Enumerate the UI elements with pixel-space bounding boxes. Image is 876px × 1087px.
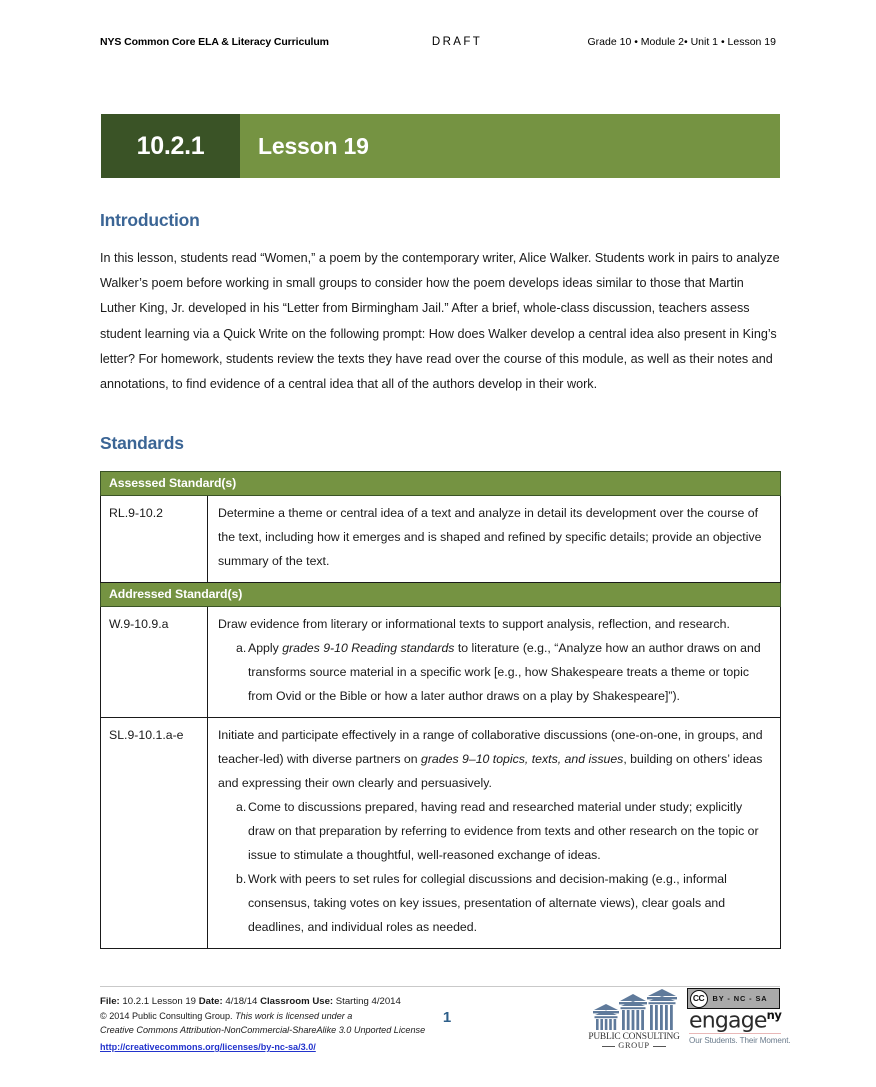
pcg-columns-icon — [588, 988, 680, 1032]
engageny-wordmark — [689, 1010, 782, 1032]
cc-icon-text: CC — [692, 993, 705, 1004]
standard-description-text: Determine a theme or central idea of a text and analyze in detail its development over the course of the text, including how it emerges and is shaped and refined by specific details; provide an objective summary of the text. — [218, 506, 762, 568]
assessed-standards-band — [101, 472, 781, 496]
standard-code: RL.9-10.2 — [101, 496, 208, 583]
standard-code: W.9-10.9.a — [101, 607, 208, 718]
banner-module-code — [101, 114, 240, 178]
description-pre: Initiate and participate effectively in a range of collaborative discussions (one-on-one, in groups, and teacher-led) with diverse partners on — [218, 728, 763, 766]
standard-code: SL.9-10.1.a-e — [101, 718, 208, 949]
footer-license-name: Creative Commons Attribution-NonCommercial-ShareAlike 3.0 Unported License — [100, 1025, 426, 1035]
page-number: 1 — [442, 1009, 452, 1026]
standard-description-text: Draw evidence from literary or informational texts to support analysis, reflection, and research. — [218, 617, 730, 631]
introduction-paragraph: In this lesson, students read “Women,” a poem by the contemporary writer, Alice Walker. Students work in pairs to analyze Walker’s poem before working in small groups to consider how the poem develops ideas similar to those that Martin Luther King, Jr. developed in his “Letter from Birmingham Jail.” After a brief, whole-class discussion, teachers assess student learning via a Quick Write on the following prompt: How does Walker develop a central idea also present in King’s letter? For homework, students review the texts they have read over the course of this module, as well as their notes and annotations, to find evidence of a central idea that all of the authors develop in their work. — [100, 251, 780, 392]
footer-file-value: 10.2.1 Lesson 19 — [122, 996, 197, 1007]
banner-lesson-title-text: Lesson 19 — [258, 132, 369, 159]
description-post: , building on others’ ideas and expressing their own clearly and persuasively. — [218, 752, 763, 790]
footer-license-lead: This work is licensed under a — [235, 1011, 353, 1021]
addressed-standards-band-label: Addressed Standard(s) — [101, 583, 781, 607]
description-italic: grades 9–10 topics, texts, and issues — [421, 752, 624, 766]
table-row — [101, 718, 781, 949]
standard-sub-list — [218, 636, 768, 708]
footer-classroom-label: Classroom Use: — [260, 996, 334, 1007]
standards-heading: Standards — [100, 433, 184, 453]
footer-date-value: 4/18/14 — [225, 996, 258, 1007]
standards-table — [100, 471, 781, 949]
footer-copyright-line — [100, 1009, 440, 1023]
grade-module-unit-lesson: Grade 10 • Module 2• Unit 1 • Lesson 19 — [587, 36, 776, 48]
draft-watermark: DRAFT — [431, 36, 483, 48]
engageny-logo — [687, 988, 791, 1050]
curriculum-title: NYS Common Core ELA & Literacy Curriculum — [100, 36, 329, 48]
footer-file-label: File: — [100, 996, 120, 1007]
list-item — [218, 867, 768, 939]
lesson-banner — [101, 114, 780, 178]
sub-item-text: Come to discussions prepared, having read and researched material under study; explicitly draw on that preparation by referring to evidence from texts and other research on the topic or issue to stimulate a thoughtful, well-reasoned exchange of ideas. — [248, 800, 759, 862]
list-item — [218, 795, 768, 867]
creative-commons-badge — [687, 988, 780, 1009]
standard-description — [208, 607, 781, 718]
footer-metadata — [100, 995, 440, 1055]
banner-lesson-title — [240, 114, 780, 178]
addressed-standards-band — [101, 583, 781, 607]
sub-item-marker: b. — [236, 872, 247, 886]
sub-item-text: Work with peers to set rules for collegial discussions and decision-making (e.g., informal consensus, taking votes on key issues, presentation of alternate views), clear goals and deadlines, and individual roles as needed. — [248, 872, 727, 934]
footer-divider — [100, 986, 780, 987]
footer-classroom-value: Starting 4/2014 — [335, 996, 401, 1007]
cc-icon — [690, 990, 708, 1008]
footer-date-label: Date: — [198, 996, 223, 1007]
footer-file-line — [100, 995, 440, 1009]
sub-item-marker: a. — [236, 800, 247, 814]
engageny-word: engage — [689, 1008, 767, 1034]
table-row — [101, 607, 781, 718]
pcg-logo-line2: GROUP — [588, 1041, 680, 1050]
engageny-tagline: Our Students. Their Moment. — [689, 1036, 791, 1045]
assessed-standards-band-label: Assessed Standard(s) — [101, 472, 781, 496]
standard-sub-list — [218, 795, 768, 939]
sub-item-text — [248, 636, 768, 708]
sub-item-pre: Apply — [248, 641, 283, 655]
cc-license-terms: BY - NC - SA — [712, 994, 768, 1003]
banner-module-code-text: 10.2.1 — [136, 131, 205, 160]
standard-description — [208, 496, 781, 583]
engageny-superscript: ny — [766, 1008, 782, 1022]
introduction-heading: Introduction — [100, 210, 200, 230]
standard-description-text — [218, 723, 768, 795]
pcg-logo-line1: PUBLIC CONSULTING — [588, 1032, 680, 1042]
footer-copyright: © 2014 Public Consulting Group. — [100, 1011, 233, 1021]
standard-description — [208, 718, 781, 949]
license-url-link[interactable]: http://creativecommons.org/licenses/by-nc-sa/3.0/ — [100, 1042, 316, 1052]
sub-item-post: to literature (e.g., “Analyze how an author draws on and transforms source material in a specific work [e.g., how Shakespeare treats a theme or topic from Ovid or the Bible or how a later author draws on a play by Shakespeare]”). — [248, 641, 761, 703]
sub-item-italic: grades 9-10 Reading standards — [282, 641, 455, 655]
running-header — [100, 36, 776, 56]
table-row — [101, 496, 781, 583]
public-consulting-group-logo — [588, 988, 680, 1050]
engageny-divider — [689, 1033, 781, 1034]
sub-item-marker: a. — [236, 641, 247, 655]
list-item — [218, 636, 768, 708]
